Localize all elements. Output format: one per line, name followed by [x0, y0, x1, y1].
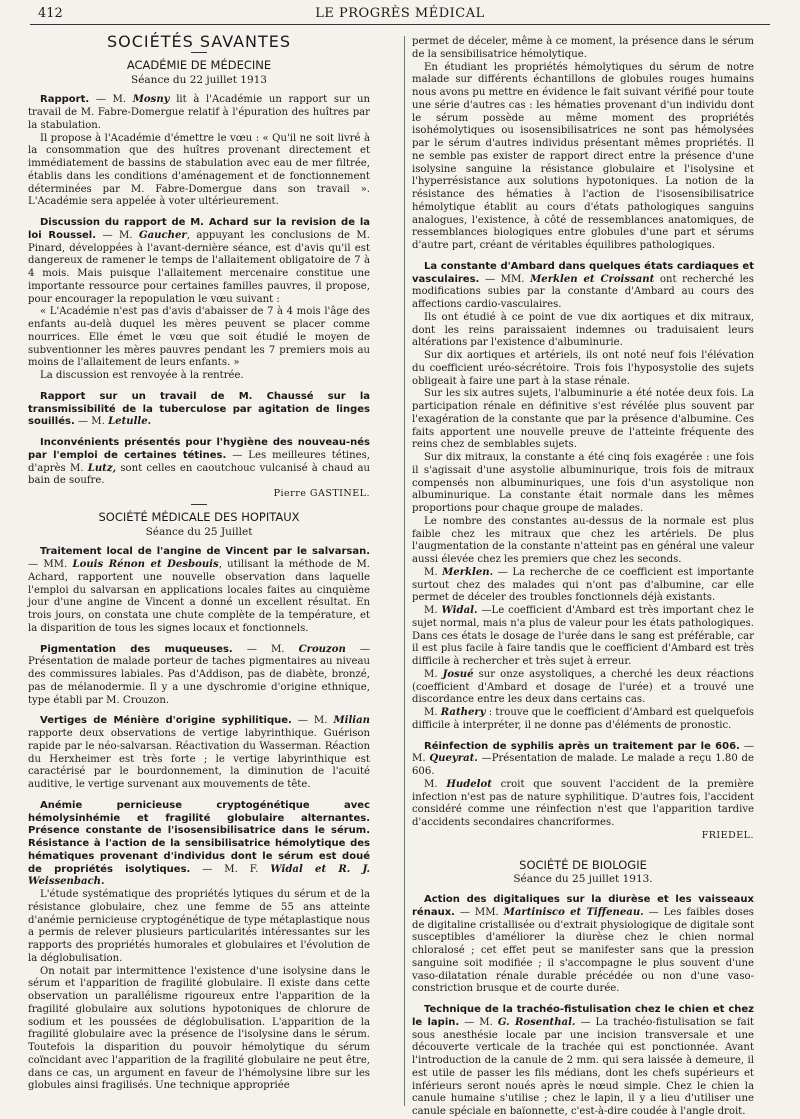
page-header — [30, 6, 770, 24]
item-text: — M. — [297, 715, 328, 727]
item-text: — La trachéo-fistulisation se fait sous anesthésie locale par une incision transversale et une découverte verticale de la trachée qui est ponctionnée. Avant l'introduction de la canule de 2 mm. qui sera laissée à demeure, il est utile de passer les fils médians, dont les chefs supérieurs et inférieurs seront noués après le nœud simple. Chez le chien la canule humaine s'utilise ; chez le lapin, il y a lieu d'utiliser une canule spéciale en baïonnette, c'est-à-dire coudée à l'angle droit. — [412, 1016, 754, 1117]
item-text: M. — [424, 707, 438, 718]
item-text: — M. — [412, 740, 754, 765]
item-heading: Discussion du rapport de M. Achard sur la revision de la loi Roussel. — [28, 217, 370, 241]
hopitaux-title: SOCIÉTÉ MÉDICALE DES HOPITAUX — [98, 509, 300, 524]
item-text: M. — [424, 778, 438, 790]
hopitaux-vincent — [28, 546, 370, 635]
paragraph: Il propose à l'Académie d'émettre le vœu : « Qu'il ne soit livré à la consommation que des huîtres provenant directement et immédiatement de bassins de stabulation avec eau de mer filtrée, établis dans les conditions d'aménagement et de fonctionnement déterminées par M. Fabre-Domergue dans son travail ». L'Académie sera appelée à voter ultérieurement. — [28, 132, 370, 208]
hopitaux-anemie — [28, 800, 370, 889]
author-name: Hudelot — [446, 778, 492, 790]
academie-chausse — [28, 391, 370, 429]
item-heading: Rapport sur un travail de M. Chaussé sur la transmissibilité de la tuberculose par agitation de linges souillés. — [28, 390, 370, 428]
spacer — [412, 843, 754, 857]
item-heading: Anémie pernicieuse cryptogénétique avec hémolysinhémie et fragilité globulaire alternantes. Présence constante de l'isosensibilisatrice dans le sérum. Résistance à l'action de la sensibilisatrice hémolytique des hématiques provenant d'individus dont le sérum est doué de propriétés isolytiques. — [28, 799, 370, 875]
item-text: rapporte deux observations de vertige labyrinthique. Guérison rapide par le néo-salvarsan. Réactivation du Wasserman. Réaction du Herxheimer est très forte ; le vertige labyrinthique est caractérisé par le bourdonnement, la diminution de l'acuité auditive, le vertige survenant aux mouvements de tête. — [28, 728, 370, 790]
item-text: sont celles en caoutchouc vulcanisé à chaud au bain de soufre. — [28, 462, 370, 487]
title-rule — [191, 52, 207, 53]
item-text: : trouve que le coefficient d'Ambard est quelquefois difficile à interpréter, il ne donne pas d'éléments de pronostic. — [412, 707, 754, 731]
paragraph: L'étude systématique des propriétés lytiques du sérum et de la résistance globulaire, chez une femme de 55 ans atteinte d'anémie pernicieuse cryptogénétique de type métaplastique nous a permis de relever plusieurs particularités intéressantes sur les rapports des propriétés humorales et globulaires et l'évolution de la déglobulisation. — [28, 889, 370, 964]
item-text: —Présentation de malade. Le malade a reçu 1.80 de 606. — [412, 753, 754, 777]
paragraph: On notait par intermittence l'existence d'une isolysine dans le sérum et l'apparition de fragilité globulaire. Il existe dans cette observation un parallélisme rigoureux entre l'apparition de la fragilité globulaire aux solutions hypotoniques de chlorure de sodium et les poussées de déglobulisation. L'apparition de la fragilité globulaire avec la présence de l'isolysine dans le sérum. Toutefois la disparition du pouvoir hémolytique du sérum coïncidant avec l'apparition de la fragilité globulaire ne peut être, dans ce cas, un argument en faveur de l'hémolysine libre sur les globules ainsi fragilisés. Une technique appropriée — [28, 965, 370, 1092]
item-heading: Traitement local de l'angine de Vincent par le salvarsan. — [40, 546, 370, 558]
item-text: — MM. — [28, 559, 68, 570]
paragraph: « L'Académie n'est pas d'avis d'abaisser de 7 à 4 mois l'âge des enfants au-delà duquel les mères peuvent se placer comme nourrices. Elle émet le vœu que soit étudié le moyen de subventionner les mères pauvres pendant les 7 premiers mois au moins de l'allaitement de leurs enfants. » — [28, 306, 370, 369]
item-text: ont recherché les modifications subies par la constante d'Ambard au cours des affections cardio-vasculaires. — [412, 273, 754, 310]
section-rule — [191, 504, 207, 505]
academie-tetines — [28, 437, 370, 488]
paragraph: Ils ont étudié à ce point de vue dix aortiques et dix mitraux, dont les reins paraissaient indemnes ou traduisaient leurs altérations par l'existence d'albuminurie. — [412, 311, 754, 349]
author-name: Milian — [333, 715, 371, 727]
author-name: Martinisco et Tiffeneau. — [503, 906, 644, 918]
ambard-josue — [412, 669, 754, 707]
ambard-merklen — [412, 567, 754, 605]
hopitaux-pigmentation — [28, 644, 370, 708]
author-name: Rathery — [440, 707, 486, 718]
paragraph: permet de déceler, même à ce moment, la présence dans le sérum de la sensibilisatrice hémolytique. — [412, 36, 754, 60]
author-name: Mosny — [132, 94, 170, 106]
item-text: sur onze asystoliques, a cherché les deux réactions (coefficient d'Ambard et dosage de l'urée) et a trouvé une discordance entre les deux dans certains cas. — [412, 668, 754, 706]
item-text: — M. — [464, 1016, 493, 1028]
right-column — [412, 36, 755, 1117]
item-text: — Les meilleures tétines, d'après M. — [28, 449, 370, 474]
item-text: —Le coefficient d'Ambard est très important chez le sujet normal, mais n'a plus de valeur pour les états pathologiques. Dans ces états le dosage de l'urée dans le sang est préférable, car il est plus facile à faire tandis que le coefficient d'Ambard est très difficile à rechercher et très sujet à erreur. — [412, 605, 754, 667]
item-text: — Les faibles doses de digitaline cristallisée ou d'extrait physiologique de digitale sont susceptibles d'améliorer la diurèse chez le chien normal chloralosé ; cet effet peut se manifester sans que la pression sanguine soit modifiée ; il s'accompagne le plus souvent d'une vaso-dilatation rénale durable précédée ou non d'une vaso-constriction brusque et de courte durée. — [412, 906, 754, 995]
item-heading: Réinfection de syphilis après un traitement par le 606. — [424, 740, 740, 752]
reinfection-item — [412, 741, 754, 779]
reinfection-hudelot — [412, 779, 754, 830]
paragraph: Sur dix mitraux, la constante a été cinq fois exagérée : une fois il s'agissait d'une asystolie albuminurique, trois fois de mitraux compensés non albuminuriques, une fois d'un asystolique non albuminurique. La constante était normale dans les mêmes proportions pour chaque groupe de malades. — [412, 452, 754, 514]
item-heading: Vertiges de Ménière d'origine syphilitique. — [40, 715, 292, 727]
author-name: Josué — [442, 668, 474, 680]
author-name: Letulle. — [108, 416, 152, 428]
item-text: croit que souvent l'accident de la première infection n'est pas de nature syphilitique. D'autres fois, l'accident considéré comme une réinfection n'est que l'apparition tardive d'accidents secondaires chancriformes. — [412, 778, 755, 828]
item-heading: La constante d'Ambard dans quelques états cardiaques et vasculaires. — [412, 260, 754, 285]
item-text: — M. — [102, 229, 133, 241]
hopitaux-date: Séance du 25 Juillet — [145, 525, 253, 538]
academie-rapport — [28, 94, 370, 132]
left-column — [28, 32, 371, 1110]
item-text: , appuyant les conclusions de M. Pinard, développées à l'avant-dernière séance, est d'avis qu'il est dangereux de ramener le temps de l'allaitement obligatoire de 7 à 4 mois. Mais puisque l'allaitement mercenaire constitue une importante ressource pour certaines familles pauvres, il propose, pour encourager la repopulation le vœu suivant : — [28, 229, 370, 305]
item-text: M. — [424, 566, 438, 578]
item-heading: Rapport. — [40, 94, 90, 106]
item-text: M. — [424, 668, 438, 680]
author-name: G. Rosenthal. — [497, 1016, 576, 1028]
author-name: Crouzon — [298, 643, 346, 655]
academie-discussion — [28, 217, 370, 306]
item-text: — M. — [77, 416, 105, 428]
author-name: Merklen et Croissant — [530, 273, 655, 285]
author-name: Widal et R. J. Weissenbach. — [28, 863, 370, 888]
author-name: Lutz, — [87, 462, 117, 474]
biologie-title: SOCIÉTÉ DE BIOLOGIE — [519, 857, 647, 872]
academie-title: ACADÉMIE DE MÉDECINE — [126, 57, 272, 72]
author-name: Gaucher — [139, 229, 187, 241]
item-text: , utilisant la méthode de M. Achard, rapportent une nouvelle observation dans laquelle l'emploi du salvarsan en applications locales faites au cinquième jour d'une angine de Vincent a donné un excellent résultat. En trois jours, on constata une chute complète de la température, et la disparition de tous les signes locaux et fonctionnels. — [28, 559, 370, 634]
hopitaux-meniere — [28, 715, 370, 792]
item-text: — M. — [246, 643, 285, 655]
societes-savantes-title: SOCIÉTÉS SAVANTES — [106, 32, 292, 51]
item-heading: Inconvénients présentés pour l'hygiène des nouveau-nés par l'emploi de certaines tétines. — [28, 437, 370, 461]
item-heading: Action des digitaliques sur la diurèse et les vaisseaux rénaux. — [412, 894, 754, 918]
item-text: lit à l'Académie un rapport sur un travail de M. Fabre-Domergue relatif à l'épuration des huîtres par la stabulation. — [28, 94, 370, 131]
item-text: — MM. — [459, 906, 499, 918]
paragraph: Sur dix aortiques et artériels, ils ont noté neuf fois l'élévation du coefficient uréo-sécrétoire. Trois fois l'hyposystolie des sujets obligeait à faire une part à la stase rénale. — [412, 350, 754, 387]
ambard-item — [412, 261, 754, 312]
item-text: — La recherche de ce coefficient est importante surtout chez des malades qui n'ont pas d'albumine, car elle permet de déceler des troubles fonctionnels déjà existants. — [412, 566, 754, 604]
author-name: Widal. — [441, 605, 478, 616]
biologie-tracheo — [412, 1004, 754, 1119]
journal-title: LE PROGRÈS MÉDICAL — [315, 6, 485, 21]
ambard-rathery — [412, 707, 754, 733]
item-text: — M. — [95, 94, 127, 106]
academie-date: Séance du 22 juillet 1913 — [131, 73, 267, 86]
author-name: Merklen. — [442, 566, 494, 578]
column-divider — [404, 36, 405, 1106]
header-rule — [30, 24, 770, 25]
item-text: — MM. — [484, 273, 525, 285]
paragraph: Le nombre des constantes au-dessus de la normale est plus faible chez les mitraux que chez les artériels. De plus l'augmentation de la constante n'atteint pas en général une valeur aussi élevée chez les premiers que chez les seconds. — [412, 515, 754, 565]
page-number: 412 — [38, 6, 63, 21]
item-heading: Technique de la trachéo-fistulisation chez le chien et chez le lapin. — [412, 1004, 754, 1028]
item-text: — Présentation de malade porteur de taches pigmentaires au niveau des commissures labiales. Pas d'Addison, pas de diabète, bronzé, pas de mélanodermie. Il y a une dyschromie d'origine ethnique, type établi par M. Crouzon. — [28, 643, 370, 706]
biologie-date: Séance du 25 juillet 1913. — [513, 873, 653, 886]
biologie-digitaliques — [412, 894, 754, 996]
author-name: Queyrat. — [429, 753, 478, 765]
signature: Pierre GASTINEL. — [273, 488, 370, 499]
paragraph: En étudiant les propriétés hémolytiques du sérum de notre malade sur différents échantillons de globules rouges humains nous avons pu mettre en évidence le fait suivant vérifié pour toute une série d'autres cas : les hématies provenant d'un individu dont le sérum possède au même moment des propriétés isohémolytiques ou isosensibilisatrices ne sont pas hémolysées par le sérum d'autres individus présentant mêmes propriétés. Il ne semble pas exister de rapport direct entre la présence d'une isolysine sanguine la résistance globulaire et l'isolysine et l'hyperrésistance aux solutions hypotoniques. La notion de la résistance des hématies à l'action de l'isosensibilisatrice hémolytique établit au cours d'états pathologiques sanguins analogues, l'existence, à côté de ressemblances anatomiques, de ressemblances biologiques entre globules d'une part et sérums d'autre part, créant de véritables équilibres pathologiques. — [412, 61, 754, 251]
paragraph: La discussion est renvoyée à la rentrée. — [40, 370, 244, 381]
paragraph: Sur les six autres sujets, l'albuminurie a été notée deux fois. La participation rénale en définitive s'est révélée plus souvent par l'exagération de la constante que par la présence d'albumine. Ces faits apportent une nouvelle preuve de l'atteinte fréquente des reins chez de semblables sujets. — [412, 388, 754, 451]
ambard-widal — [412, 605, 754, 669]
signature: FRIEDEL. — [701, 829, 754, 841]
item-text: M. — [424, 605, 438, 616]
item-text: — M. F. — [202, 863, 259, 875]
author-name: Louis Rénon et Desbouis — [72, 559, 219, 570]
item-heading: Pigmentation des muqueuses. — [40, 643, 233, 655]
